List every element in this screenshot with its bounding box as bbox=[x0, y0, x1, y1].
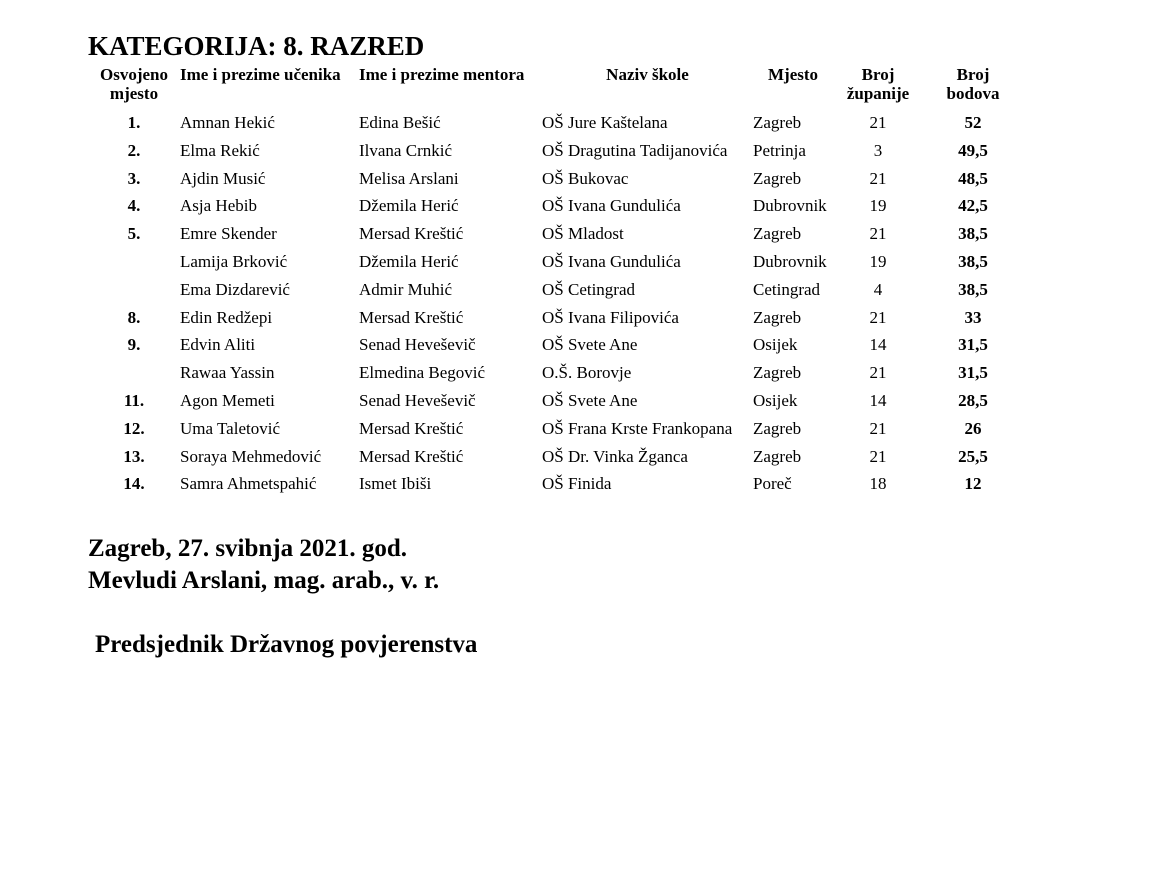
cell-place: 4. bbox=[127, 196, 141, 216]
cell-place bbox=[88, 359, 180, 387]
cell-place: 3. bbox=[127, 168, 141, 188]
cell-town: Zagreb bbox=[753, 363, 802, 383]
header-place-line1: Osvojeno bbox=[100, 65, 168, 84]
cell-student: Elma Rekić bbox=[180, 140, 260, 160]
cell-student: Edvin Aliti bbox=[180, 335, 256, 355]
cell-town: Cetingrad bbox=[753, 279, 821, 299]
cell-town: Zagreb bbox=[753, 307, 802, 327]
table-row bbox=[88, 443, 1023, 471]
cell-county: 14 bbox=[869, 335, 887, 355]
cell-points: 38,5 bbox=[958, 279, 988, 299]
table-row bbox=[88, 248, 1023, 276]
cell-place: 12. bbox=[123, 418, 145, 438]
cell-mentor: Admir Muhić bbox=[359, 279, 453, 299]
header-points-line2: bodova bbox=[946, 84, 1000, 103]
cell-student: Ema Dizdarević bbox=[180, 279, 290, 299]
cell-school: OŠ Dr. Vinka Žganca bbox=[542, 446, 688, 466]
cell-town: Zagreb bbox=[753, 446, 802, 466]
header-points-line1: Broj bbox=[956, 65, 990, 84]
cell-school: O.Š. Borovje bbox=[542, 363, 632, 383]
table-header-row bbox=[88, 65, 1023, 109]
cell-student: Lamija Brković bbox=[180, 251, 288, 271]
cell-school: OŠ Ivana Gundulića bbox=[542, 251, 681, 271]
cell-place: 13. bbox=[123, 446, 145, 466]
cell-mentor: Mersad Kreštić bbox=[359, 224, 464, 244]
cell-points: 52 bbox=[964, 113, 982, 132]
header-student: Ime i prezime učenika bbox=[180, 65, 341, 84]
cell-points: 38,5 bbox=[958, 224, 988, 244]
cell-county: 21 bbox=[869, 168, 887, 188]
cell-county: 18 bbox=[869, 474, 887, 494]
cell-mentor: Edina Bešić bbox=[359, 113, 441, 132]
cell-school: OŠ Frana Krste Frankopana bbox=[542, 418, 733, 438]
cell-school: OŠ Bukovac bbox=[542, 168, 629, 188]
results-table bbox=[88, 65, 1023, 498]
cell-points: 25,5 bbox=[958, 446, 988, 466]
cell-school: OŠ Svete Ane bbox=[542, 390, 638, 410]
cell-town: Zagreb bbox=[753, 113, 802, 132]
header-mentor: Ime i prezime mentora bbox=[359, 65, 525, 84]
cell-student: Uma Taletović bbox=[180, 418, 280, 438]
cell-points: 48,5 bbox=[958, 168, 988, 188]
cell-points: 31,5 bbox=[958, 335, 988, 355]
table-row bbox=[88, 109, 1023, 137]
category-title: KATEGORIJA: 8. RAZRED bbox=[88, 31, 425, 61]
cell-school: OŠ Jure Kaštelana bbox=[542, 113, 668, 132]
cell-place: 14. bbox=[123, 474, 145, 494]
cell-county: 21 bbox=[869, 363, 887, 383]
footer-signature: Mevludi Arslani, mag. arab., v. r. bbox=[88, 567, 440, 594]
cell-school: OŠ Dragutina Tadijanovića bbox=[542, 140, 728, 160]
cell-school: OŠ Cetingrad bbox=[542, 279, 636, 299]
table-row bbox=[88, 359, 1023, 387]
table-row bbox=[88, 331, 1023, 359]
cell-town: Osijek bbox=[753, 335, 798, 355]
cell-points: 28,5 bbox=[958, 390, 988, 410]
cell-school: OŠ Ivana Filipovića bbox=[542, 307, 679, 327]
cell-points: 49,5 bbox=[958, 140, 988, 160]
cell-student: Rawaa Yassin bbox=[180, 363, 275, 383]
cell-student: Emre Skender bbox=[180, 224, 277, 244]
header-county-line1: Broj bbox=[861, 65, 895, 84]
cell-points: 33 bbox=[964, 307, 982, 327]
cell-place: 11. bbox=[123, 390, 145, 410]
cell-points: 42,5 bbox=[958, 196, 988, 216]
cell-town: Osijek bbox=[753, 390, 798, 410]
cell-place: 5. bbox=[127, 224, 141, 244]
cell-mentor: Ilvana Crnkić bbox=[359, 140, 452, 160]
cell-school: OŠ Finida bbox=[542, 474, 612, 494]
header-place-line2: mjesto bbox=[109, 84, 159, 103]
cell-place bbox=[88, 248, 180, 276]
header-county-line2: županije bbox=[846, 84, 910, 103]
cell-county: 21 bbox=[869, 113, 887, 132]
cell-town: Zagreb bbox=[753, 168, 802, 188]
cell-student: Amnan Hekić bbox=[180, 113, 275, 132]
cell-place: 2. bbox=[127, 140, 141, 160]
header-town: Mjesto bbox=[767, 65, 819, 84]
cell-mentor: Mersad Kreštić bbox=[359, 307, 464, 327]
cell-mentor: Melisa Arslani bbox=[359, 168, 459, 188]
header-place bbox=[88, 65, 180, 109]
header-school: Naziv škole bbox=[606, 65, 689, 84]
footer-role: Predsjednik Državnog povjerenstva bbox=[95, 631, 478, 658]
cell-town: Dubrovnik bbox=[753, 251, 827, 271]
cell-mentor: Senad Heveševič bbox=[359, 390, 476, 410]
cell-county: 21 bbox=[869, 446, 887, 466]
cell-school: OŠ Mladost bbox=[542, 224, 624, 244]
cell-mentor: Ismet Ibiši bbox=[359, 474, 432, 494]
cell-points: 31,5 bbox=[958, 363, 988, 383]
cell-points: 38,5 bbox=[958, 251, 988, 271]
cell-county: 21 bbox=[869, 224, 887, 244]
results-body bbox=[88, 109, 1023, 498]
cell-county: 4 bbox=[873, 279, 883, 299]
cell-mentor: Senad Heveševič bbox=[359, 335, 476, 355]
cell-town: Dubrovnik bbox=[753, 196, 827, 216]
cell-student: Agon Memeti bbox=[180, 390, 275, 410]
cell-county: 21 bbox=[869, 307, 887, 327]
cell-place: 8. bbox=[127, 307, 141, 327]
header-points bbox=[923, 65, 1023, 109]
cell-mentor: Elmedina Begović bbox=[359, 363, 486, 383]
table-row bbox=[88, 304, 1023, 332]
cell-student: Samra Ahmetspahić bbox=[180, 474, 317, 494]
cell-student: Asja Hebib bbox=[180, 196, 257, 216]
cell-school: OŠ Svete Ane bbox=[542, 335, 638, 355]
table-row bbox=[88, 192, 1023, 220]
cell-town: Zagreb bbox=[753, 224, 802, 244]
table-row bbox=[88, 220, 1023, 248]
cell-county: 21 bbox=[869, 418, 887, 438]
header-county bbox=[833, 65, 923, 109]
table-row bbox=[88, 387, 1023, 415]
cell-points: 12 bbox=[964, 474, 982, 494]
cell-mentor: Džemila Herić bbox=[359, 251, 459, 271]
cell-town: Poreč bbox=[753, 474, 792, 494]
cell-mentor: Džemila Herić bbox=[359, 196, 459, 216]
table-row bbox=[88, 137, 1023, 165]
cell-mentor: Mersad Kreštić bbox=[359, 446, 464, 466]
table-row bbox=[88, 415, 1023, 443]
table-row bbox=[88, 276, 1023, 304]
cell-town: Petrinja bbox=[753, 140, 806, 160]
cell-mentor: Mersad Kreštić bbox=[359, 418, 464, 438]
cell-school: OŠ Ivana Gundulića bbox=[542, 196, 681, 216]
cell-place: 9. bbox=[127, 335, 141, 355]
cell-county: 19 bbox=[869, 196, 887, 216]
table-row bbox=[88, 470, 1023, 498]
cell-county: 14 bbox=[869, 390, 887, 410]
cell-student: Soraya Mehmedović bbox=[180, 446, 322, 466]
cell-place bbox=[88, 276, 180, 304]
cell-place: 1. bbox=[127, 113, 141, 132]
footer-date: Zagreb, 27. svibnja 2021. god. bbox=[88, 535, 408, 562]
cell-county: 19 bbox=[869, 251, 887, 271]
cell-county: 3 bbox=[873, 140, 883, 160]
cell-points: 26 bbox=[964, 418, 982, 438]
cell-student: Edin Redžepi bbox=[180, 307, 273, 327]
cell-student: Ajdin Musić bbox=[180, 168, 266, 188]
cell-town: Zagreb bbox=[753, 418, 802, 438]
table-row bbox=[88, 165, 1023, 193]
